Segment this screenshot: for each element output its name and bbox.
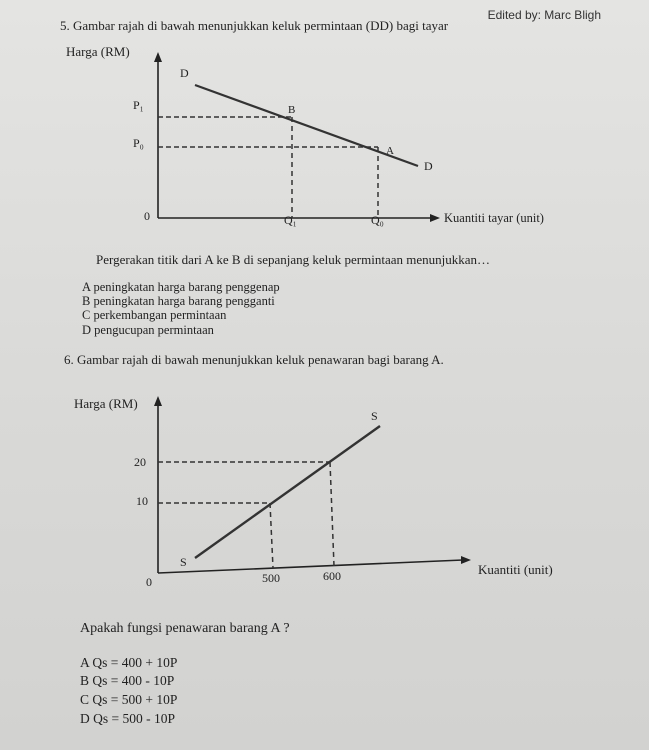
demand-ytick-p0: P₀ — [133, 136, 144, 150]
demand-ytick-p1: P₁ — [133, 98, 144, 112]
q5-option-a[interactable]: A peningkatan harga barang penggenap — [82, 280, 280, 294]
supply-ytick-10: 10 — [136, 494, 148, 508]
demand-xtick-q0: Q₀ — [371, 213, 384, 227]
edited-by-label: Edited by: Marc Bligh — [487, 8, 601, 22]
q6-answer-b[interactable]: B Qs = 400 - 10P — [80, 673, 175, 688]
supply-chart — [0, 390, 649, 620]
supply-xtick-600: 600 — [323, 569, 341, 583]
supply-curve-label-top: S — [371, 409, 378, 423]
supply-xtick-500: 500 — [262, 571, 280, 585]
supply-xlabel: Kuantiti (unit) — [478, 562, 553, 577]
demand-origin: 0 — [144, 209, 150, 223]
question-6-text: 6. Gambar rajah di bawah menunjukkan keluk penawaran bagi barang A. — [64, 352, 444, 367]
supply-curve — [195, 426, 380, 558]
demand-curve — [195, 85, 418, 166]
demand-y-arrow — [154, 52, 162, 62]
demand-curve-label-bottom: D — [424, 159, 433, 173]
q6-answer-d[interactable]: D Qs = 500 - 10P — [80, 711, 175, 726]
q5-option-c[interactable]: C perkembangan permintaan — [82, 308, 227, 322]
q5-option-b[interactable]: B peningkatan harga barang pengganti — [82, 294, 275, 308]
demand-curve-label-top: D — [180, 66, 189, 80]
demand-xtick-q1: Q₁ — [284, 213, 297, 227]
demand-x-arrow — [430, 214, 440, 222]
demand-chart — [0, 30, 649, 270]
supply-curve-label-bottom: S — [180, 555, 187, 569]
supply-guide-500 — [270, 503, 273, 568]
demand-point-b-label: B — [288, 104, 296, 116]
supply-origin: 0 — [146, 575, 152, 589]
demand-ylabel: Harga (RM) — [66, 44, 130, 59]
question-6-ask: Apakah fungsi penawaran barang A ? — [80, 621, 290, 636]
question-5-stem: Pergerakan titik dari A ke B di sepanjang keluk permintaan menunjukkan… — [96, 252, 490, 267]
demand-point-a-label: A — [386, 145, 394, 157]
demand-xlabel: Kuantiti tayar (unit) — [444, 211, 544, 225]
q5-option-d[interactable]: D pengucupan permintaan — [82, 323, 214, 337]
q6-answer-c[interactable]: C Qs = 500 + 10P — [80, 692, 178, 707]
supply-ylabel: Harga (RM) — [74, 396, 138, 411]
question-5-text: 5. Gambar rajah di bawah menunjukkan keluk permintaan (DD) bagi tayar — [60, 18, 449, 33]
supply-ytick-20: 20 — [134, 455, 146, 469]
q6-answer-a[interactable]: A Qs = 400 + 10P — [80, 655, 178, 670]
supply-guide-600 — [330, 462, 334, 566]
supply-x-arrow — [461, 556, 471, 564]
supply-y-arrow — [154, 396, 162, 406]
supply-x-axis — [158, 560, 463, 573]
